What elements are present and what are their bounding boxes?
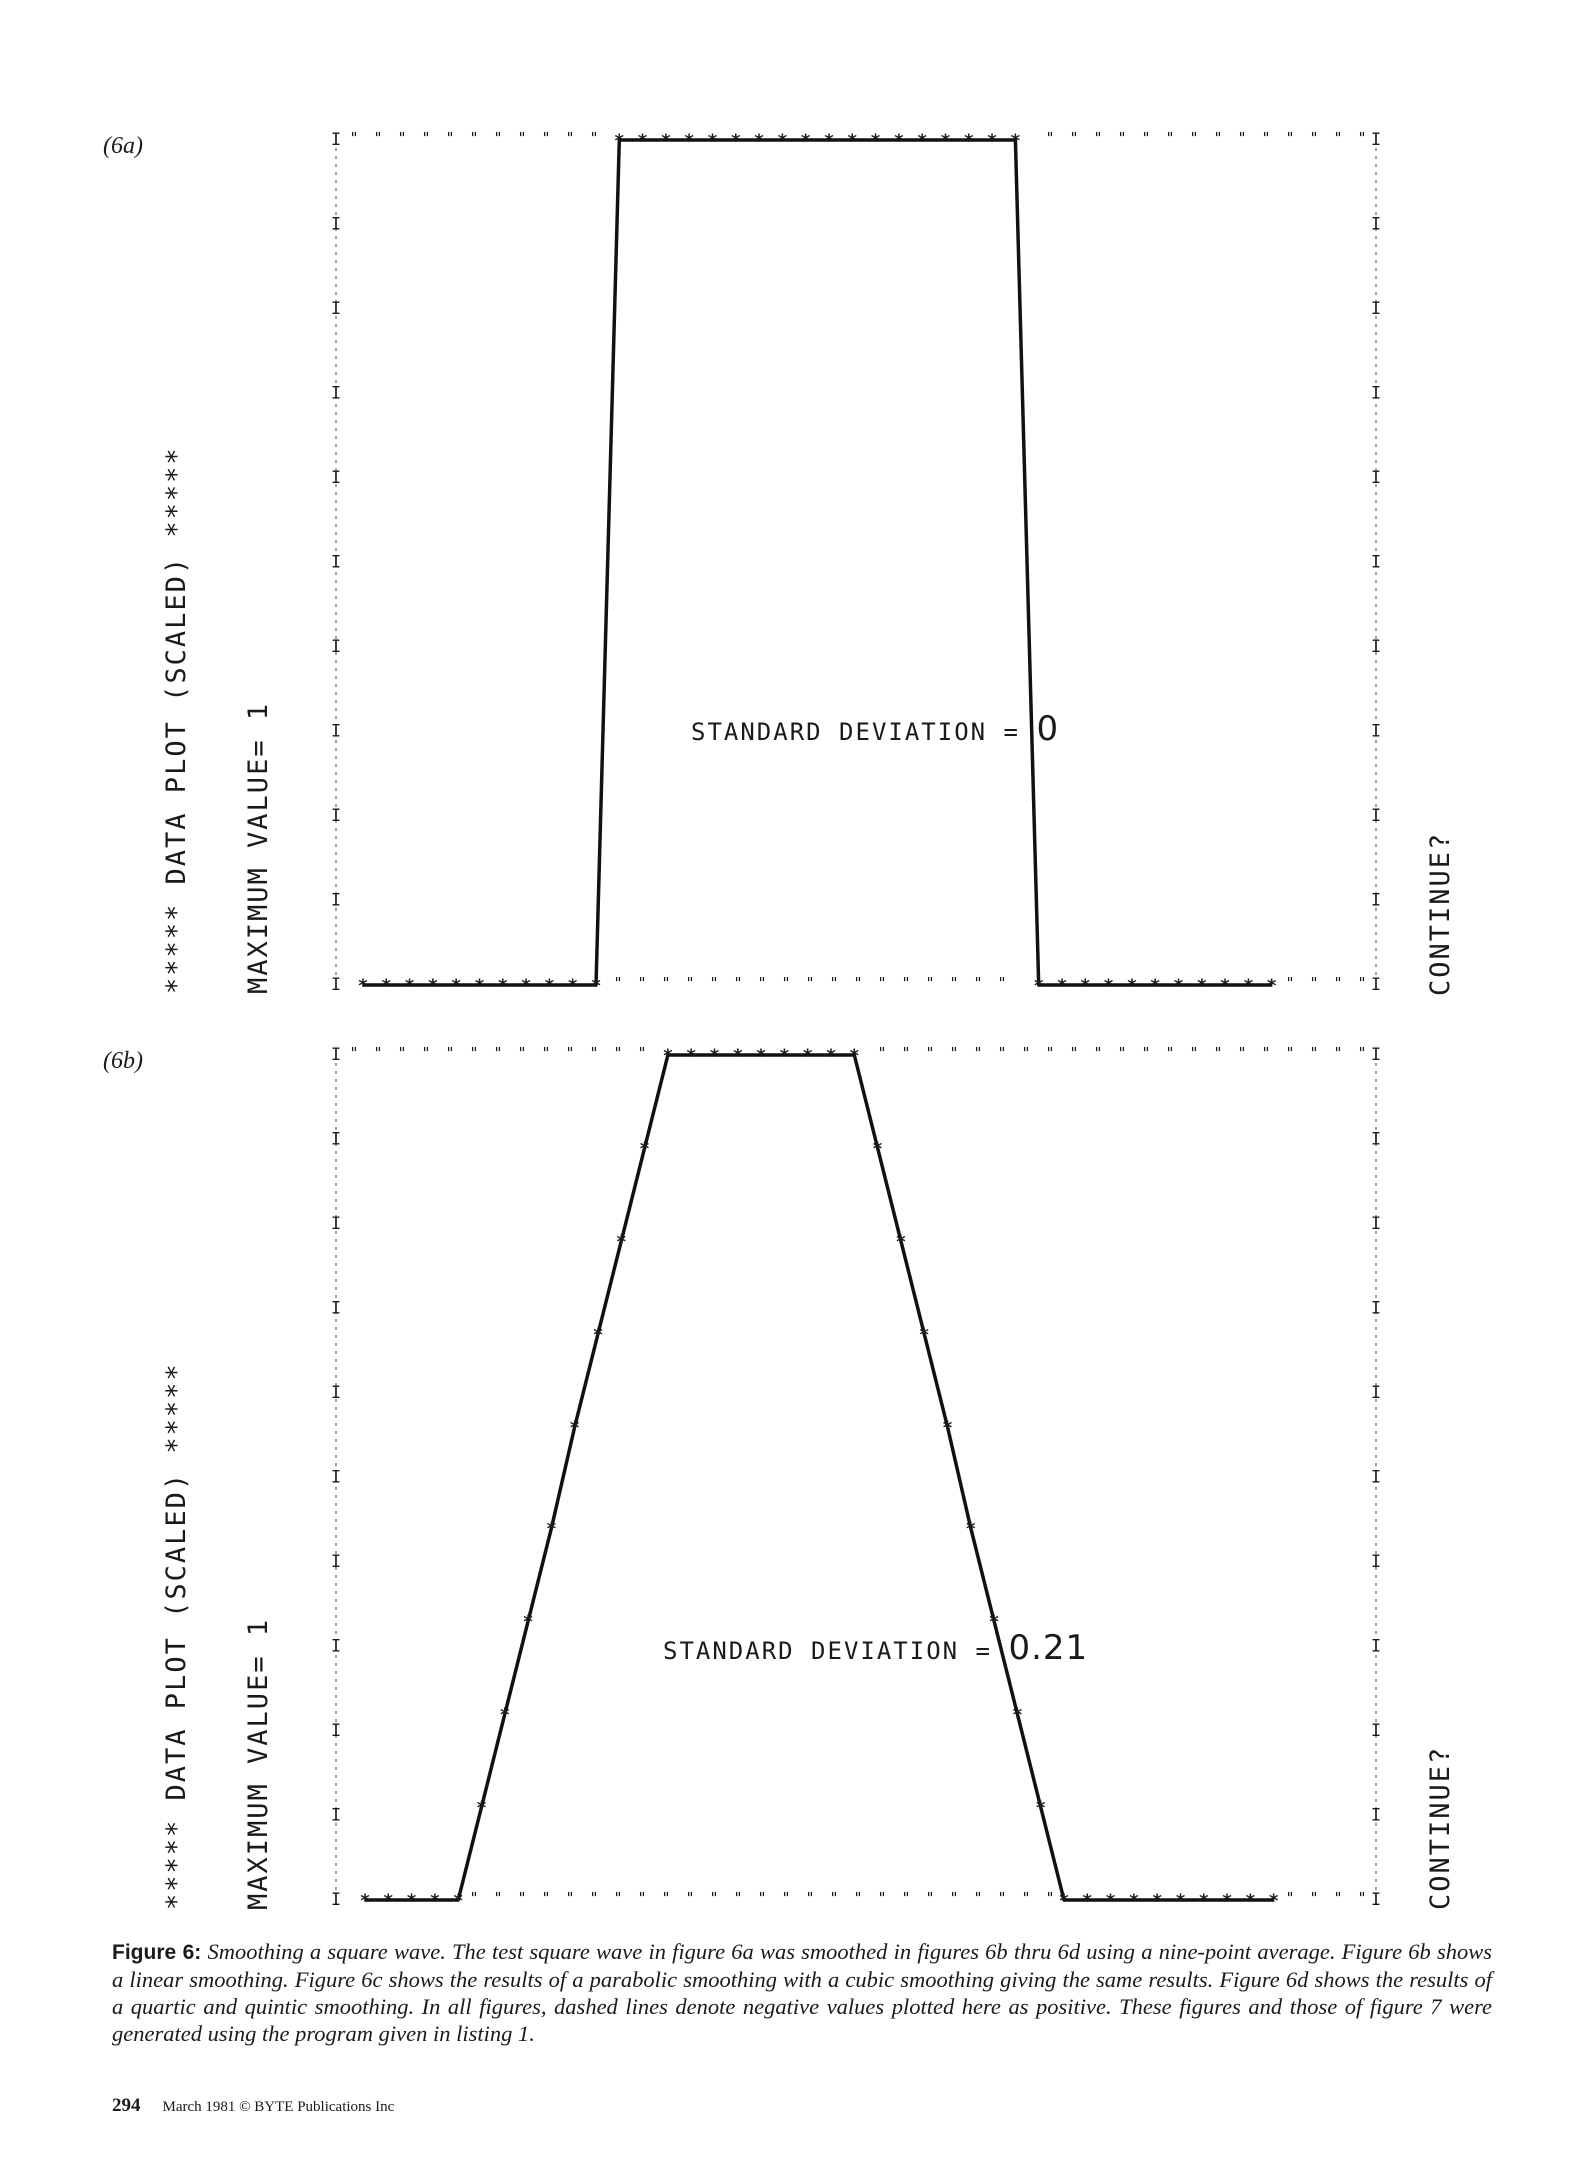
frame-tick: I — [330, 975, 342, 995]
data-point: * — [1221, 1890, 1233, 1912]
data-point: * — [474, 975, 485, 997]
data-point: * — [988, 1611, 1000, 1633]
frame-tick: I — [1370, 890, 1382, 911]
frame-tick: I — [330, 806, 342, 826]
top-dot-marker: " — [1093, 129, 1103, 147]
std-dev-label-6b: STANDARD DEVIATION = — [663, 1637, 992, 1665]
bottom-dot-marker: " — [709, 1889, 719, 1907]
data-point: * — [732, 1045, 744, 1067]
data-point: * — [986, 130, 998, 152]
plot-title-6b: ***** DATA PLOT (SCALED) ***** — [161, 1362, 192, 1910]
data-point: * — [707, 130, 718, 152]
frame-tick: I — [330, 1552, 342, 1572]
data-point: * — [778, 1045, 790, 1067]
frame-tick: I — [330, 383, 342, 404]
top-dot-marker: " — [1213, 129, 1223, 147]
std-dev-label-6a: STANDARD DEVIATION = — [691, 718, 1020, 746]
page-number: 294 — [112, 2095, 141, 2116]
frame-tick: I — [330, 721, 342, 742]
data-point: * — [916, 130, 928, 152]
bottom-dot-marker: " — [1285, 974, 1295, 992]
data-point: * — [1126, 975, 1138, 997]
top-dot-marker: " — [1285, 1044, 1295, 1062]
std-dev-6b — [663, 1628, 1088, 1668]
top-dot-marker: " — [397, 1044, 407, 1062]
data-point: * — [660, 130, 672, 152]
bottom-dot-marker: " — [925, 974, 935, 992]
bottom-dot-marker: " — [877, 1889, 887, 1907]
frame-tick: I — [1370, 721, 1382, 742]
data-point: * — [683, 130, 695, 152]
data-point: * — [1105, 1890, 1117, 1912]
data-point: * — [1149, 975, 1161, 997]
data-point: * — [709, 1045, 720, 1067]
data-point: * — [776, 130, 788, 152]
data-point: * — [918, 1324, 930, 1346]
max-value-6b: MAXIMUM VALUE= 1 — [243, 1617, 274, 1910]
data-point: * — [497, 975, 509, 997]
bottom-dot-marker: " — [733, 1889, 743, 1907]
max-value-6a: MAXIMUM VALUE= 1 — [243, 701, 274, 994]
top-dot-marker: " — [517, 1044, 527, 1062]
frame-tick: I — [1370, 299, 1382, 319]
data-point: * — [404, 975, 416, 997]
data-point: * — [848, 1045, 860, 1067]
frame-tick: I — [330, 890, 342, 911]
top-dot-marker: " — [637, 1044, 647, 1062]
data-point: * — [1079, 975, 1091, 997]
bottom-dot-marker: " — [757, 1889, 767, 1907]
bottom-dot-marker: " — [469, 1889, 479, 1907]
top-dot-marker: " — [1069, 129, 1079, 147]
frame-tick: I — [330, 1890, 342, 1910]
frame-tick: I — [1370, 130, 1382, 150]
top-dot-marker: " — [1261, 1044, 1271, 1062]
plot-6b — [331, 1044, 1381, 1912]
top-dot-marker: " — [1069, 1044, 1079, 1062]
frame-tick: I — [330, 1805, 342, 1826]
bottom-dot-marker: " — [853, 974, 863, 992]
data-point: * — [1009, 130, 1021, 152]
bottom-dot-marker: " — [1045, 1889, 1055, 1907]
data-point: * — [730, 130, 742, 152]
data-point: * — [406, 1890, 418, 1912]
top-dot-marker: " — [373, 129, 383, 147]
top-dot-marker: " — [541, 1044, 551, 1062]
top-dot-marker: " — [1309, 129, 1319, 147]
panel-label-6a: (6a) — [103, 133, 143, 159]
data-point: * — [1033, 975, 1045, 997]
top-dot-marker: " — [613, 1044, 623, 1062]
top-dot-marker: " — [1117, 129, 1127, 147]
std-dev-6a — [691, 709, 1059, 749]
data-point: * — [662, 1045, 674, 1067]
frame-tick: I — [330, 1467, 342, 1488]
top-dot-marker: " — [1261, 129, 1271, 147]
top-dot-marker: " — [1213, 1044, 1223, 1062]
top-dot-marker: " — [1189, 1044, 1199, 1062]
bottom-dot-marker: " — [853, 1889, 863, 1907]
top-dot-marker: " — [493, 1044, 503, 1062]
frame-tick: I — [1370, 214, 1382, 235]
bottom-dot-marker: " — [685, 1889, 695, 1907]
bottom-dot-marker: " — [517, 1889, 527, 1907]
data-point: * — [545, 1518, 557, 1540]
bottom-dot-marker: " — [661, 1889, 671, 1907]
top-dot-marker: " — [997, 1044, 1007, 1062]
panel-label-6b: (6b) — [103, 1048, 143, 1074]
frame-tick: I — [330, 468, 342, 488]
bottom-dot-marker: " — [877, 974, 887, 992]
bottom-dot-marker: " — [1357, 974, 1367, 992]
data-point: * — [823, 130, 835, 152]
figure-caption — [112, 1938, 1492, 2047]
frame-tick: I — [1370, 1383, 1382, 1403]
bottom-dot-marker: " — [1333, 1889, 1343, 1907]
bottom-dot-marker: " — [997, 974, 1007, 992]
frame-tick: I — [330, 1636, 342, 1657]
top-dot-marker: " — [1141, 1044, 1151, 1062]
bottom-dot-marker: " — [685, 974, 695, 992]
bottom-dot-marker: " — [781, 974, 791, 992]
data-point: * — [450, 975, 462, 997]
frame-tick: I — [1370, 1129, 1382, 1150]
bottom-dot-marker: " — [1333, 974, 1343, 992]
data-point: * — [802, 1045, 814, 1067]
frame-tick: I — [1370, 1214, 1382, 1234]
std-dev-value-6a: 0 — [1036, 709, 1060, 749]
data-point: * — [1266, 975, 1278, 997]
continue-prompt-6a: CONTINUE? — [1425, 831, 1456, 996]
bottom-dot-marker: " — [925, 1889, 935, 1907]
top-dot-marker: " — [589, 1044, 599, 1062]
data-point: * — [357, 975, 369, 997]
frame-tick: I — [1370, 1890, 1382, 1910]
data-point: * — [639, 1138, 651, 1160]
data-point: * — [1173, 975, 1184, 997]
bottom-dot-marker: " — [733, 974, 743, 992]
bottom-dot-marker: " — [613, 1889, 623, 1907]
top-dot-marker: " — [877, 1044, 887, 1062]
data-point: * — [452, 1890, 464, 1912]
data-point: * — [543, 975, 555, 997]
series-line — [363, 140, 1272, 985]
footer-text: March 1981 © BYTE Publications Inc — [162, 2099, 395, 2115]
data-point: * — [893, 130, 905, 152]
frame-tick: I — [1370, 1552, 1382, 1572]
top-dot-marker: " — [1189, 129, 1199, 147]
top-dot-marker: " — [565, 129, 575, 147]
page-footer — [112, 2095, 394, 2117]
frame-tick: I — [330, 299, 342, 319]
top-dot-marker: " — [349, 129, 359, 147]
bottom-dot-marker: " — [805, 1889, 815, 1907]
data-point: * — [637, 130, 649, 152]
data-point: * — [1081, 1890, 1093, 1912]
data-point: * — [685, 1045, 697, 1067]
bottom-dot-marker: " — [493, 1889, 503, 1907]
bottom-dot-marker: " — [973, 1889, 983, 1907]
data-point: * — [1175, 1890, 1186, 1912]
top-dot-marker: " — [973, 1044, 983, 1062]
data-point: * — [1056, 975, 1068, 997]
plot-6a — [331, 129, 1381, 997]
data-point: * — [590, 975, 602, 997]
bottom-dot-marker: " — [541, 1889, 551, 1907]
plot-title-6a: ***** DATA PLOT (SCALED) ***** — [161, 446, 192, 994]
top-dot-marker: " — [589, 129, 599, 147]
data-point: * — [940, 130, 951, 152]
data-point: * — [1103, 975, 1115, 997]
data-point: * — [1151, 1890, 1163, 1912]
data-point: * — [476, 1797, 487, 1819]
data-point: * — [963, 130, 975, 152]
data-point: * — [1219, 975, 1231, 997]
bottom-dot-marker: " — [829, 974, 839, 992]
data-point: * — [427, 975, 439, 997]
caption-text: Smoothing a square wave. The test square wave in figure 6a was smoothed in figures 6b thru 6d using a nine-point average. Figure 6b shows a linear smoothing. Figure 6c shows the results of a parabolic smoothing with a cubic smoothing giving the same results. Figure 6d shows the results of a quartic and quintic smoothing. In all figures, dashed lines denote negative values plotted here as positive. These figures and those of figure 7 were generated using the program given in listing 1. — [112, 1939, 1492, 2046]
data-point: * — [382, 1890, 394, 1912]
top-dot-marker: " — [1285, 129, 1295, 147]
data-point: * — [965, 1518, 977, 1540]
frame-tick: I — [1370, 806, 1382, 826]
bottom-dot-marker: " — [781, 1889, 791, 1907]
bottom-dot-marker: " — [637, 1889, 647, 1907]
frame-tick: I — [330, 637, 342, 657]
bottom-dot-marker: " — [637, 974, 647, 992]
data-point: * — [359, 1890, 371, 1912]
top-dot-marker: " — [949, 1044, 959, 1062]
frame-tick: I — [1370, 1045, 1382, 1065]
data-point: * — [499, 1704, 511, 1726]
top-dot-marker: " — [1045, 1044, 1055, 1062]
top-dot-marker: " — [397, 129, 407, 147]
data-point: * — [567, 975, 579, 997]
frame-tick: I — [1370, 1636, 1382, 1657]
top-dot-marker: " — [1165, 129, 1175, 147]
top-dot-marker: " — [565, 1044, 575, 1062]
top-dot-marker: " — [469, 129, 479, 147]
top-dot-marker: " — [373, 1044, 383, 1062]
data-point: * — [380, 975, 392, 997]
data-point: * — [1196, 975, 1208, 997]
top-dot-marker: " — [421, 1044, 431, 1062]
data-point: * — [1244, 1890, 1256, 1912]
frame-tick: I — [1370, 975, 1382, 995]
top-dot-marker: " — [1333, 1044, 1343, 1062]
frame-tick: I — [330, 552, 342, 573]
bottom-dot-marker: " — [1309, 1889, 1319, 1907]
data-point: * — [895, 1231, 907, 1253]
top-dot-marker: " — [421, 129, 431, 147]
frame-tick: I — [1370, 1721, 1382, 1741]
frame-tick: I — [330, 130, 342, 150]
frame-tick: I — [1370, 1298, 1382, 1319]
top-dot-marker: " — [1021, 1044, 1031, 1062]
data-point: * — [755, 1045, 767, 1067]
frame-tick: I — [1370, 383, 1382, 404]
bottom-dot-marker: " — [589, 1889, 599, 1907]
data-point: * — [872, 1138, 884, 1160]
series-line — [365, 1055, 1274, 1900]
data-point: * — [1268, 1890, 1280, 1912]
data-point: * — [870, 130, 882, 152]
top-dot-marker: " — [469, 1044, 479, 1062]
data-point: * — [1011, 1704, 1023, 1726]
frame-tick: I — [1370, 468, 1382, 488]
top-dot-marker: " — [1165, 1044, 1175, 1062]
top-dot-marker: " — [901, 1044, 911, 1062]
frame-tick: I — [330, 214, 342, 235]
frame-tick: I — [330, 1045, 342, 1065]
data-point: * — [569, 1417, 581, 1439]
frame-tick: I — [330, 1129, 342, 1150]
data-point: * — [613, 130, 625, 152]
top-dot-marker: " — [1237, 1044, 1247, 1062]
top-dot-marker: " — [1237, 129, 1247, 147]
data-point: * — [1035, 1797, 1047, 1819]
data-point: * — [753, 130, 765, 152]
bottom-dot-marker: " — [709, 974, 719, 992]
frame-tick: I — [1370, 552, 1382, 573]
std-dev-value-6b: 0.21 — [1008, 1628, 1089, 1668]
bottom-dot-marker: " — [1021, 1889, 1031, 1907]
bottom-dot-marker: " — [949, 974, 959, 992]
data-point: * — [846, 130, 858, 152]
bottom-dot-marker: " — [997, 1889, 1007, 1907]
top-dot-marker: " — [445, 129, 455, 147]
top-dot-marker: " — [541, 129, 551, 147]
top-dot-marker: " — [1117, 1044, 1127, 1062]
bottom-dot-marker: " — [1285, 1889, 1295, 1907]
frame-tick: I — [1370, 1467, 1382, 1488]
bottom-dot-marker: " — [757, 974, 767, 992]
top-dot-marker: " — [1357, 1044, 1367, 1062]
bottom-dot-marker: " — [949, 1889, 959, 1907]
data-point: * — [1198, 1890, 1210, 1912]
data-point: * — [825, 1045, 837, 1067]
top-dot-marker: " — [1309, 1044, 1319, 1062]
frame-tick: I — [1370, 1805, 1382, 1826]
top-dot-marker: " — [1141, 129, 1151, 147]
top-dot-marker: " — [1333, 129, 1343, 147]
data-point: * — [800, 130, 812, 152]
frame-tick: I — [330, 1214, 342, 1234]
data-point: * — [520, 975, 532, 997]
top-dot-marker: " — [493, 129, 503, 147]
top-dot-marker: " — [925, 1044, 935, 1062]
data-point: * — [522, 1611, 534, 1633]
bottom-dot-marker: " — [1357, 1889, 1367, 1907]
frame-tick: I — [330, 1383, 342, 1403]
bottom-dot-marker: " — [901, 1889, 911, 1907]
bottom-dot-marker: " — [1309, 974, 1319, 992]
data-point: * — [429, 1890, 441, 1912]
caption-lead: Figure 6: — [112, 1941, 202, 1964]
continue-prompt-6b: CONTINUE? — [1425, 1745, 1456, 1910]
top-dot-marker: " — [349, 1044, 359, 1062]
data-point: * — [1058, 1890, 1070, 1912]
data-point: * — [942, 1417, 953, 1439]
bottom-dot-marker: " — [829, 1889, 839, 1907]
frame-tick: I — [330, 1721, 342, 1741]
bottom-dot-marker: " — [901, 974, 911, 992]
top-dot-marker: " — [445, 1044, 455, 1062]
data-point: * — [592, 1324, 604, 1346]
top-dot-marker: " — [517, 129, 527, 147]
data-point: * — [615, 1231, 627, 1253]
bottom-dot-marker: " — [565, 1889, 575, 1907]
top-dot-marker: " — [1357, 129, 1367, 147]
top-dot-marker: " — [1093, 1044, 1103, 1062]
bottom-dot-marker: " — [613, 974, 623, 992]
frame-tick: I — [330, 1298, 342, 1319]
bottom-dot-marker: " — [661, 974, 671, 992]
data-point: * — [1242, 975, 1254, 997]
frame-tick: I — [1370, 637, 1382, 657]
bottom-dot-marker: " — [973, 974, 983, 992]
bottom-dot-marker: " — [805, 974, 815, 992]
data-point: * — [1128, 1890, 1140, 1912]
top-dot-marker: " — [1045, 129, 1055, 147]
